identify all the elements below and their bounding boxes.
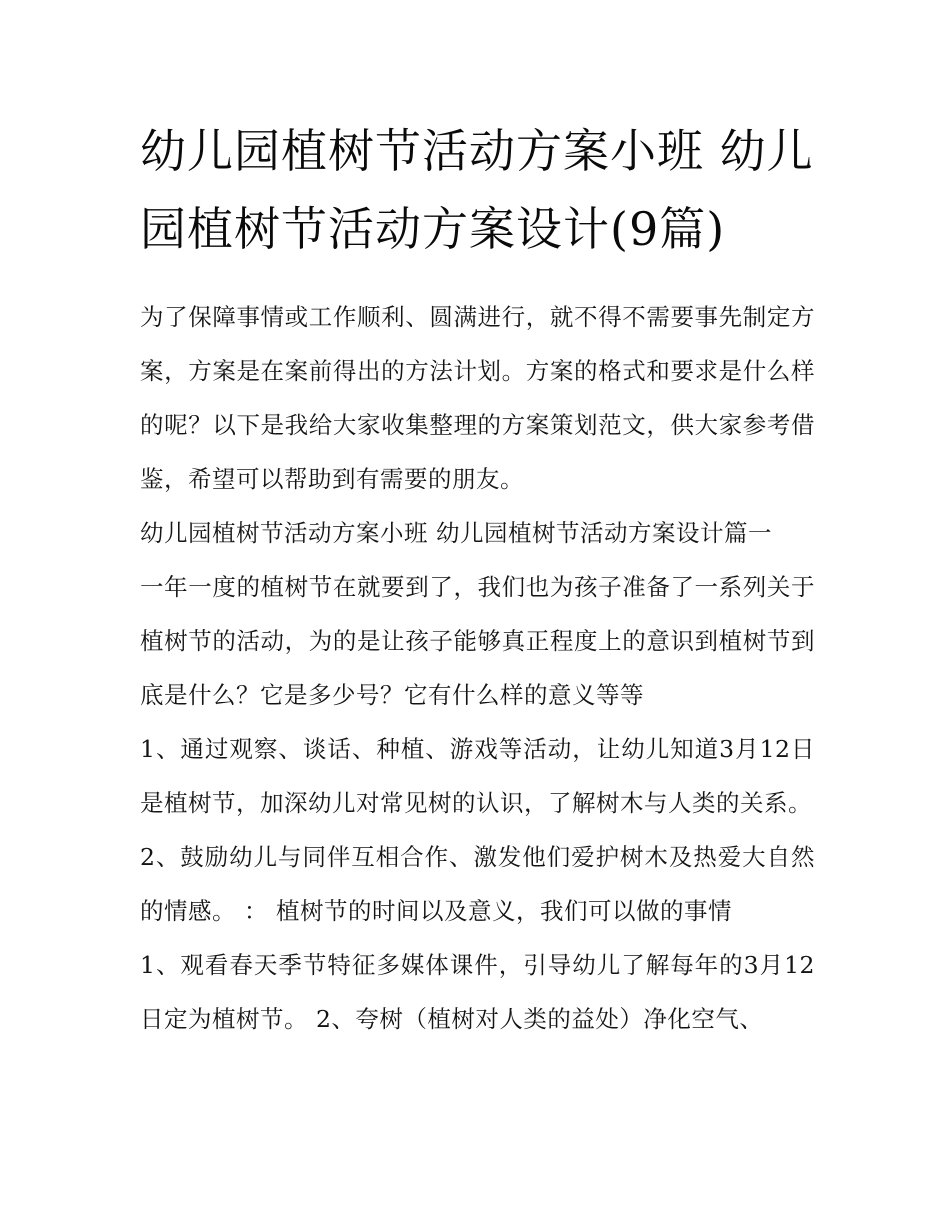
document-page xyxy=(140,112,815,1046)
objective-item-2: 2、鼓励幼儿与同伴互相合作、激发他们爱护树木及热爱大自然的情感。 ： 植树节的时间以及意义，我们可以做的事情 xyxy=(140,843,815,925)
section-heading: 幼儿园植树节活动方案小班 幼儿园植树节活动方案设计篇一 xyxy=(140,519,772,547)
objective-item-1: 1、通过观察、谈话、种植、游戏等活动，让幼儿知道3月12日是植树节，加深幼儿对常见树的认识，了解树木与人类的关系。 xyxy=(140,735,815,817)
intro-paragraph: 为了保障事情或工作顺利、圆满进行，就不得不需要事先制定方案，方案是在案前得出的方法计划。方案的格式和要求是什么样的呢？以下是我给大家收集整理的方案策划范文，供大家参考借鉴，希望可以帮助到有需要的朋友。 xyxy=(140,303,815,493)
activity-item-1: 1、观看春天季节特征多媒体课件，引导幼儿了解每年的3月12日定为植树节。 2、夸树（植树对人类的益处）净化空气、 xyxy=(140,951,815,1033)
body-paragraph: 一年一度的植树节在就要到了，我们也为孩子准备了一系列关于植树节的活动，为的是让孩子能够真正程度上的意识到植树节到底是什么？它是多少号？它有什么样的意义等等 xyxy=(140,573,815,709)
document-title: 幼儿园植树节活动方案小班 幼儿园植树节活动方案设计(9篇) xyxy=(140,124,814,256)
document-body xyxy=(140,290,815,1046)
